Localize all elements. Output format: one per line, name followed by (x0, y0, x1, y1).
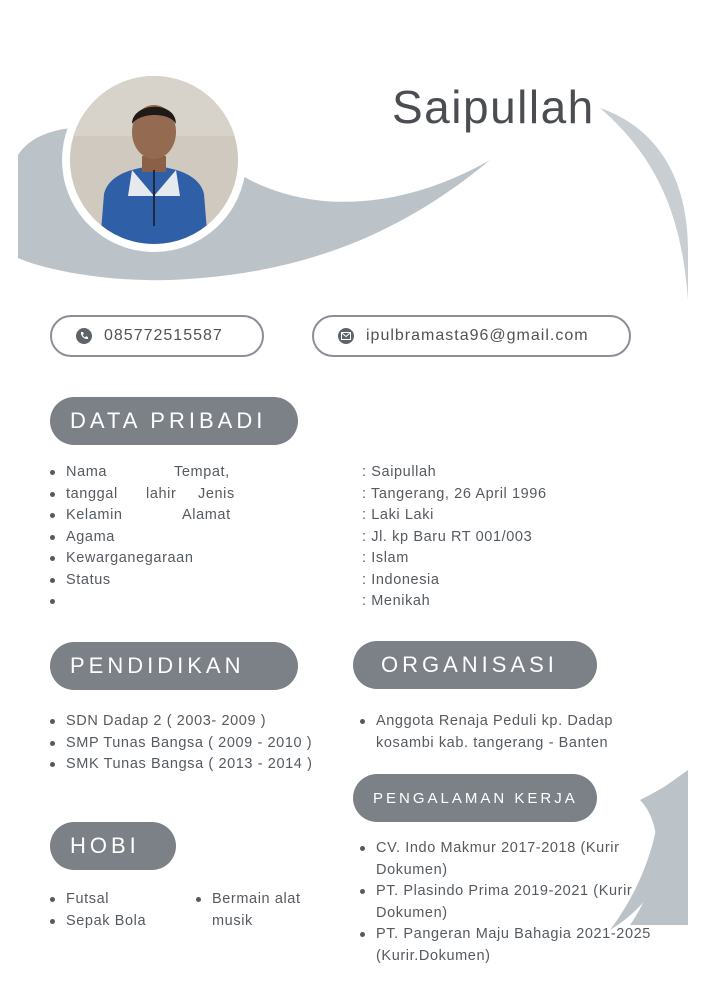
personal-values-list (362, 462, 662, 613)
phone-pill[interactable] (50, 315, 264, 357)
list-item: SMP Tunas Bangsa ( 2009 - 2010 ) (50, 733, 350, 755)
value-religion: : Islam (362, 550, 409, 566)
mail-icon (338, 328, 354, 344)
hobby-list-right (196, 889, 321, 932)
person-name: Saipullah (392, 81, 595, 133)
list-item: PT. Plasindo Prima 2019-2021 (Kurir Dokumen) (360, 881, 680, 924)
education-list (50, 711, 350, 776)
value-address: : Jl. kp Baru RT 001/003 (362, 528, 533, 545)
list-item: Anggota Renaja Peduli kp. Dadap kosambi kab. tangerang - Banten (360, 711, 650, 754)
email-pill[interactable] (312, 315, 631, 357)
list-item: Status (50, 570, 250, 592)
list-item: Futsal (50, 889, 180, 911)
section-heading-hobi: HOBI (50, 822, 176, 870)
person-illustration (70, 76, 238, 244)
section-heading-pendidikan: PENDIDIKAN (50, 642, 298, 690)
list-item: SDN Dadap 2 ( 2003- 2009 ) (50, 711, 350, 733)
value-name: : Saipullah (362, 464, 437, 480)
list-item: Sepak Bola (50, 911, 180, 933)
phone-number: 085772515587 (104, 327, 223, 344)
work-experience-list (360, 838, 680, 967)
organization-list (360, 711, 650, 754)
phone-icon (76, 328, 92, 344)
list-item: Kelamin Alamat (50, 505, 250, 527)
hobby-list-left (50, 889, 180, 932)
value-nationality: : Indonesia (362, 571, 440, 588)
section-heading-data-pribadi: DATA PRIBADI (50, 397, 298, 445)
list-item: Nama Tempat, (50, 462, 250, 484)
value-birth: : Tangerang, 26 April 1996 (362, 485, 547, 502)
list-item: tanggal lahir Jenis (50, 484, 250, 506)
section-heading-pengalaman-kerja: PENGALAMAN KERJA (353, 774, 597, 822)
email-address: ipulbramasta96@gmail.com (366, 327, 589, 344)
list-item: SMK Tunas Bangsa ( 2013 - 2014 ) (50, 754, 350, 776)
profile-photo-image (70, 76, 238, 244)
list-item: Bermain alat musik (196, 889, 321, 932)
list-item: PT. Pangeran Maju Bahagia 2021-2025 (Kurir.Dokumen) (360, 924, 680, 967)
list-item: Agama (50, 527, 250, 549)
list-item: Kewarganegaraan (50, 548, 250, 570)
section-heading-organisasi: ORGANISASI (353, 641, 597, 689)
list-item (50, 591, 250, 613)
value-gender: : Laki Laki (362, 507, 434, 523)
list-item: CV. Indo Makmur 2017-2018 (Kurir Dokumen) (360, 838, 680, 881)
profile-photo (62, 68, 246, 252)
value-status: : Menikah (362, 593, 431, 609)
personal-labels-list (50, 462, 250, 613)
